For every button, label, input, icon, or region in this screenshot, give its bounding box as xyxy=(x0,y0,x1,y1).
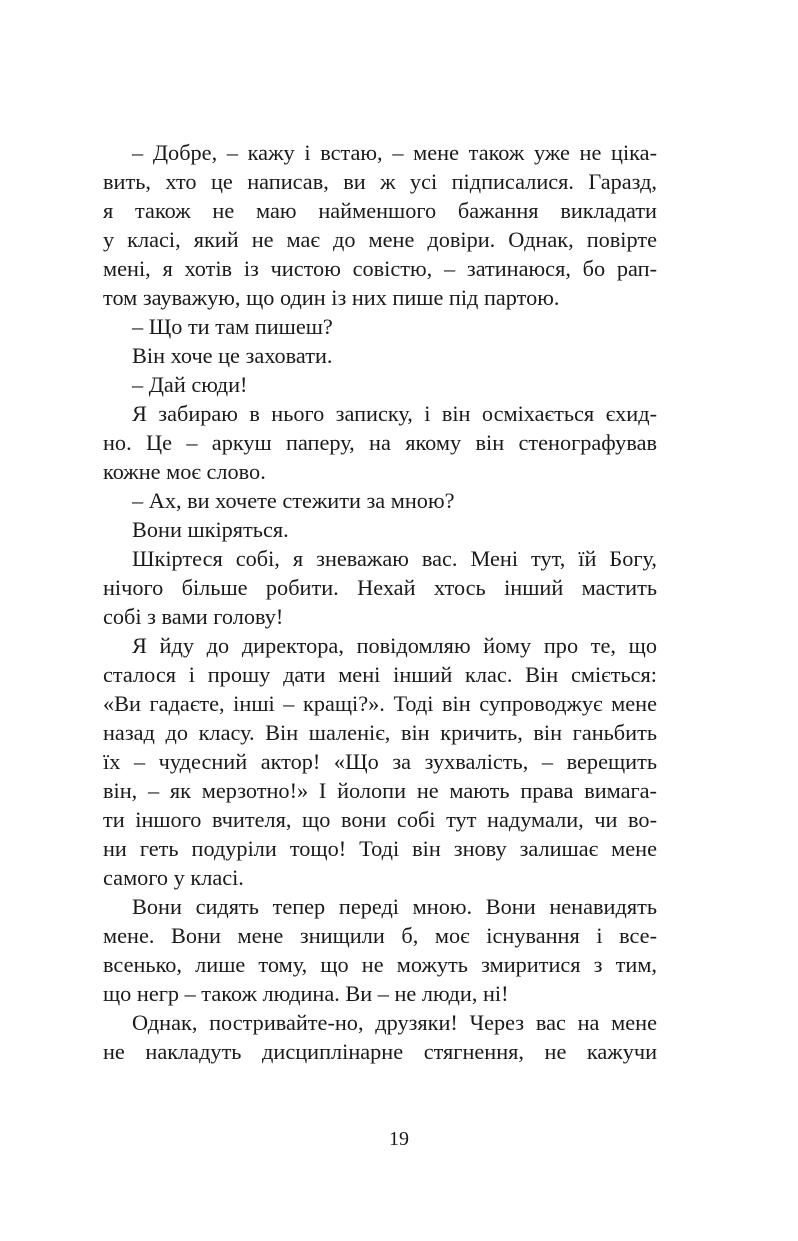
text-line: у класі, який не має до мене довіри. Однак, повірте xyxy=(103,227,657,252)
text-line: самого у класі. xyxy=(103,865,244,890)
text-line: назад до класу. Він шаленіє, він кричить, він ганьбить xyxy=(103,720,657,745)
text-line: не накладуть дисциплінарне стягнення, не кажучи xyxy=(103,1039,657,1064)
text-line: ти іншого вчителя, що вони собі тут надумали, чи во- xyxy=(103,807,657,832)
text-line: Я йду до директора, повідомляю йому про те, що xyxy=(132,633,657,658)
text-line: що негр – також людина. Ви – не люди, ні! xyxy=(103,981,509,1006)
text-line: Однак, постривайте-но, друзяки! Через вас на мене xyxy=(132,1010,657,1035)
text-line: «Ви гадаєте, інші – кращі?». Тоді він супроводжує мене xyxy=(103,691,657,716)
text-line: вить, хто це написав, ви ж усі підписалися. Гаразд, xyxy=(103,169,657,194)
text-line: Вони шкіряться. xyxy=(132,517,289,542)
text-line: я також не маю найменшого бажання викладати xyxy=(103,198,657,223)
text-line: – Ах, ви хочете стежити за мною? xyxy=(132,488,455,513)
text-line: нічого більше робити. Нехай хтось інший мастить xyxy=(103,575,657,600)
text-line: мене. Вони мене знищили б, моє існування і все- xyxy=(103,923,657,948)
text-line: Він хоче це заховати. xyxy=(132,343,333,368)
text-line: собі з вами голову! xyxy=(103,604,284,629)
text-line: ни геть подуріли тощо! Тоді він знову залишає мене xyxy=(103,836,657,861)
text-line: Вони сидять тепер переді мною. Вони ненавидять xyxy=(132,894,657,919)
text-line: їх – чудесний актор! «Що за зухвалість, – верещить xyxy=(103,749,657,774)
text-line: він, – як мерзотно!» І йолопи не мають права вимага- xyxy=(103,778,657,803)
text-line: – Дай сюди! xyxy=(132,372,248,397)
text-line: мені, я хотів із чистою совістю, – затинаюся, бо рап- xyxy=(103,256,657,281)
text-line: – Добре, – кажу і встаю, – мене також уже не ціка- xyxy=(132,140,657,165)
text-line: но. Це – аркуш паперу, на якому він стенографував xyxy=(103,430,657,455)
text-line: сталося і прошу дати мені інший клас. Він сміється: xyxy=(103,662,657,687)
body-text xyxy=(103,138,657,1066)
text-line: том зауважую, що один із них пише під партою. xyxy=(103,285,560,310)
text-line: кожне моє слово. xyxy=(103,459,266,484)
text-line: Шкіртеся собі, я зневажаю вас. Мені тут, їй Богу, xyxy=(132,546,657,571)
page-number: 19 xyxy=(389,1128,409,1150)
text-line: Я забираю в нього записку, і він осміхається єхид- xyxy=(132,401,657,426)
text-line: всенько, лише тому, що не можуть змиритися з тим, xyxy=(103,952,657,977)
text-line: – Що ти там пишеш? xyxy=(132,314,333,339)
